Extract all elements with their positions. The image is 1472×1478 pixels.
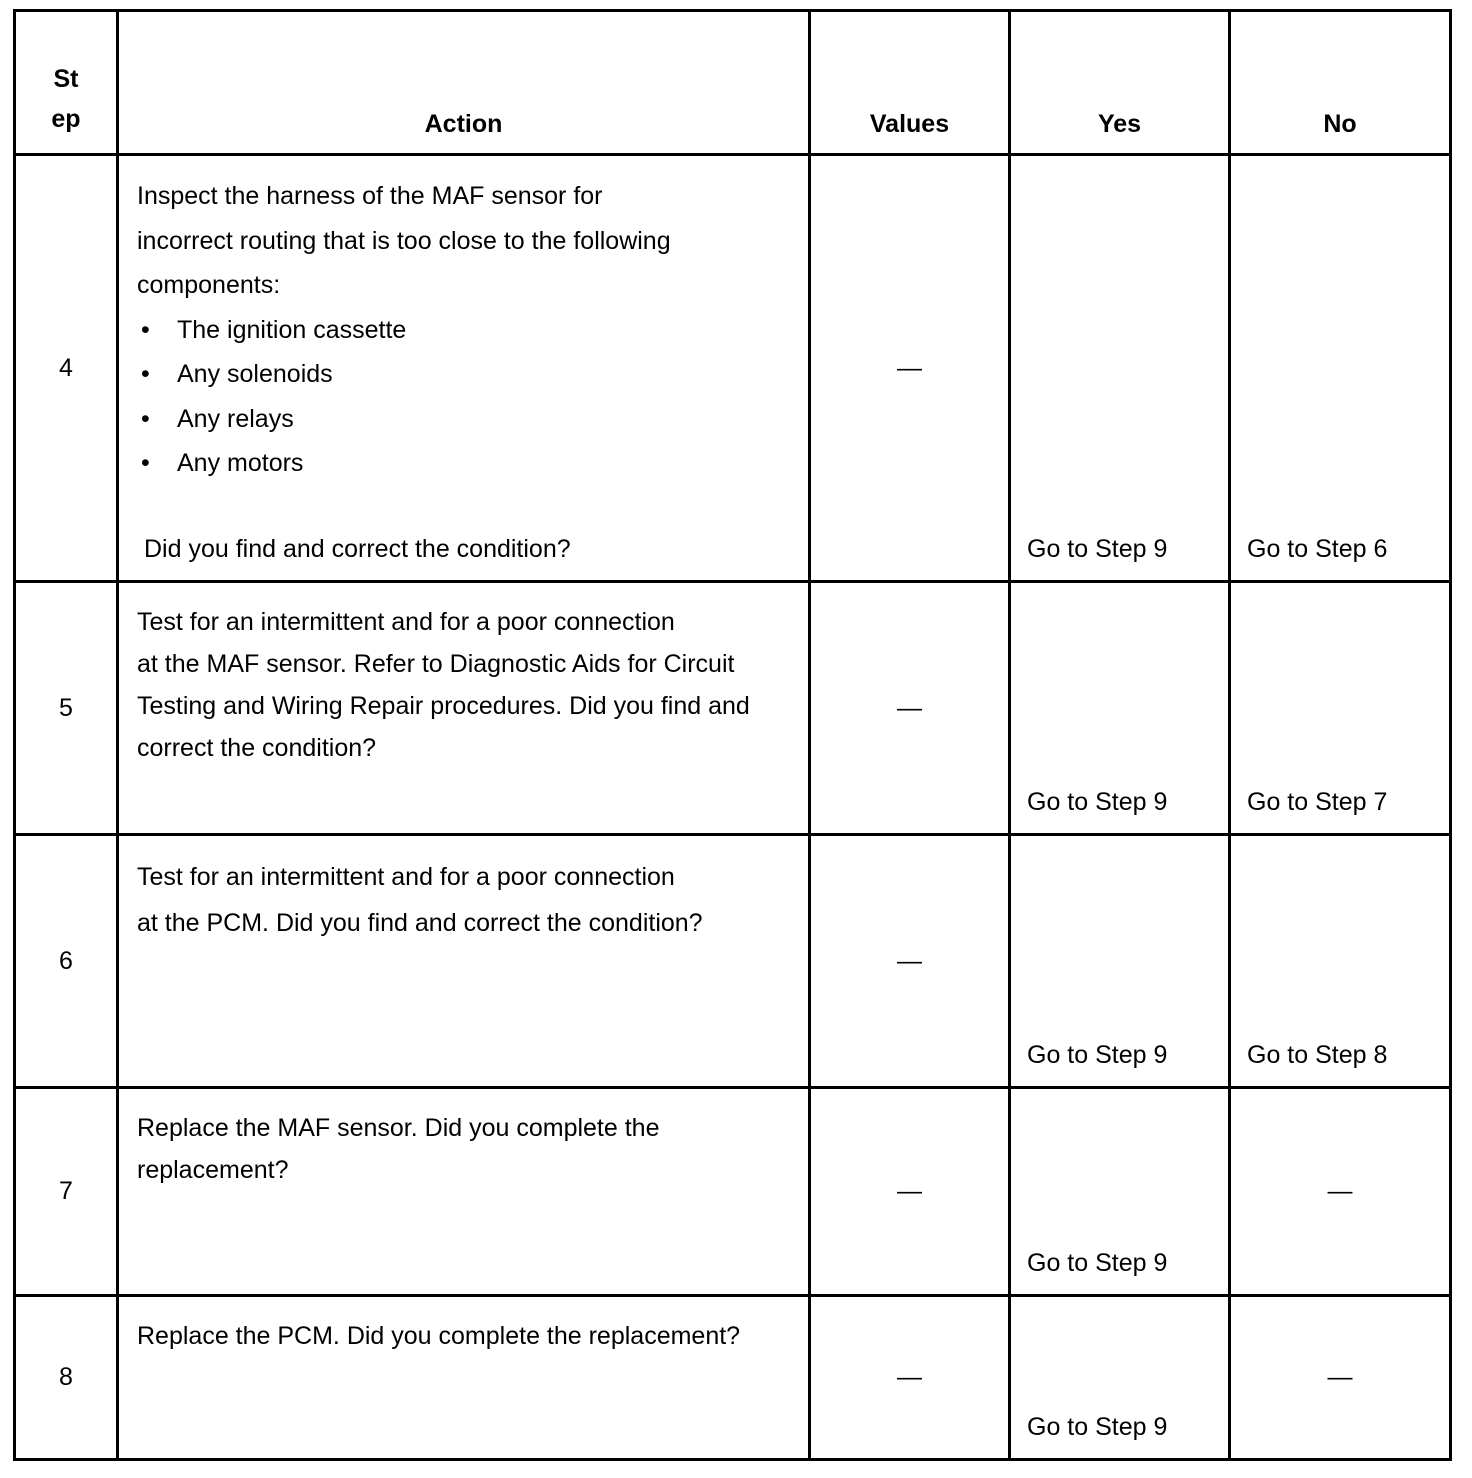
list-item [137, 308, 800, 353]
table-row [15, 835, 1451, 1088]
step-number: 5 [15, 582, 118, 835]
bullet-icon: • [141, 449, 150, 477]
yes-cell [1010, 1296, 1230, 1460]
values-cell: — [810, 155, 1010, 582]
values-cell: — [810, 582, 1010, 835]
action-line: Replace the PCM. Did you complete the replacement? [137, 1322, 741, 1350]
no-cell: — [1230, 1088, 1451, 1296]
step-number: 4 [15, 155, 118, 582]
yes-cell [1010, 155, 1230, 582]
list-item-text: Any solenoids [177, 360, 333, 388]
yes-cell [1010, 1088, 1230, 1296]
list-item [137, 397, 800, 442]
list-item [137, 441, 800, 486]
bullet-icon: • [141, 360, 150, 388]
yes-goto: Go to Step 9 [1027, 788, 1168, 816]
action-cell [118, 835, 810, 1088]
no-cell [1230, 835, 1451, 1088]
header-step [15, 11, 118, 155]
table-row [15, 1088, 1451, 1296]
yes-goto: Go to Step 9 [1027, 535, 1168, 563]
values-cell: — [810, 1088, 1010, 1296]
diagnostic-table [13, 9, 1452, 1461]
step-number: 7 [15, 1088, 118, 1296]
action-line: at the MAF sensor. Refer to Diagnostic Aids for Circuit [137, 650, 735, 678]
bullet-icon: • [141, 315, 150, 344]
no-goto: Go to Step 8 [1247, 1041, 1388, 1069]
header-values: Values [810, 11, 1010, 155]
yes-goto: Go to Step 9 [1027, 1041, 1168, 1069]
header-action: Action [118, 11, 810, 155]
header-row [15, 11, 1451, 155]
no-cell: — [1230, 1296, 1451, 1460]
action-line: Test for an intermittent and for a poor connection [137, 863, 675, 891]
no-goto: Go to Step 6 [1247, 535, 1388, 563]
action-cell [118, 582, 810, 835]
header-step-text: St ep [51, 65, 81, 133]
step-number: 6 [15, 835, 118, 1088]
header-yes: Yes [1010, 11, 1230, 155]
action-line: Replace the MAF sensor. Did you complete the [137, 1114, 660, 1142]
table-row [15, 582, 1451, 835]
bullet-icon: • [141, 404, 150, 433]
yes-goto: Go to Step 9 [1027, 1249, 1168, 1277]
list-item-text: Any motors [177, 449, 304, 477]
component-list [137, 308, 800, 486]
action-line: at the PCM. Did you find and correct the condition? [137, 909, 703, 937]
action-line: correct the condition? [137, 734, 377, 762]
step-number: 8 [15, 1296, 118, 1460]
yes-cell [1010, 835, 1230, 1088]
action-cell [118, 155, 810, 582]
action-line: components: [137, 271, 281, 299]
action-line: Test for an intermittent and for a poor connection [137, 608, 675, 636]
action-cell [118, 1296, 810, 1460]
list-item [137, 352, 800, 397]
no-cell [1230, 155, 1451, 582]
header-no: No [1230, 11, 1451, 155]
action-line: Testing and Wiring Repair procedures. Did you find and [137, 692, 750, 720]
values-cell: — [810, 835, 1010, 1088]
no-cell [1230, 582, 1451, 835]
yes-goto: Go to Step 9 [1027, 1413, 1168, 1441]
yes-cell [1010, 582, 1230, 835]
action-line: incorrect routing that is too close to the following [137, 226, 671, 255]
action-cell [118, 1088, 810, 1296]
no-goto: Go to Step 7 [1247, 788, 1388, 816]
list-item-text: The ignition cassette [177, 315, 407, 344]
table-row [15, 1296, 1451, 1460]
action-question: Did you find and correct the condition? [144, 535, 571, 563]
list-item-text: Any relays [177, 404, 294, 433]
action-line: Inspect the harness of the MAF sensor for [137, 182, 603, 210]
table-row [15, 155, 1451, 582]
values-cell: — [810, 1296, 1010, 1460]
action-line: replacement? [137, 1156, 289, 1184]
